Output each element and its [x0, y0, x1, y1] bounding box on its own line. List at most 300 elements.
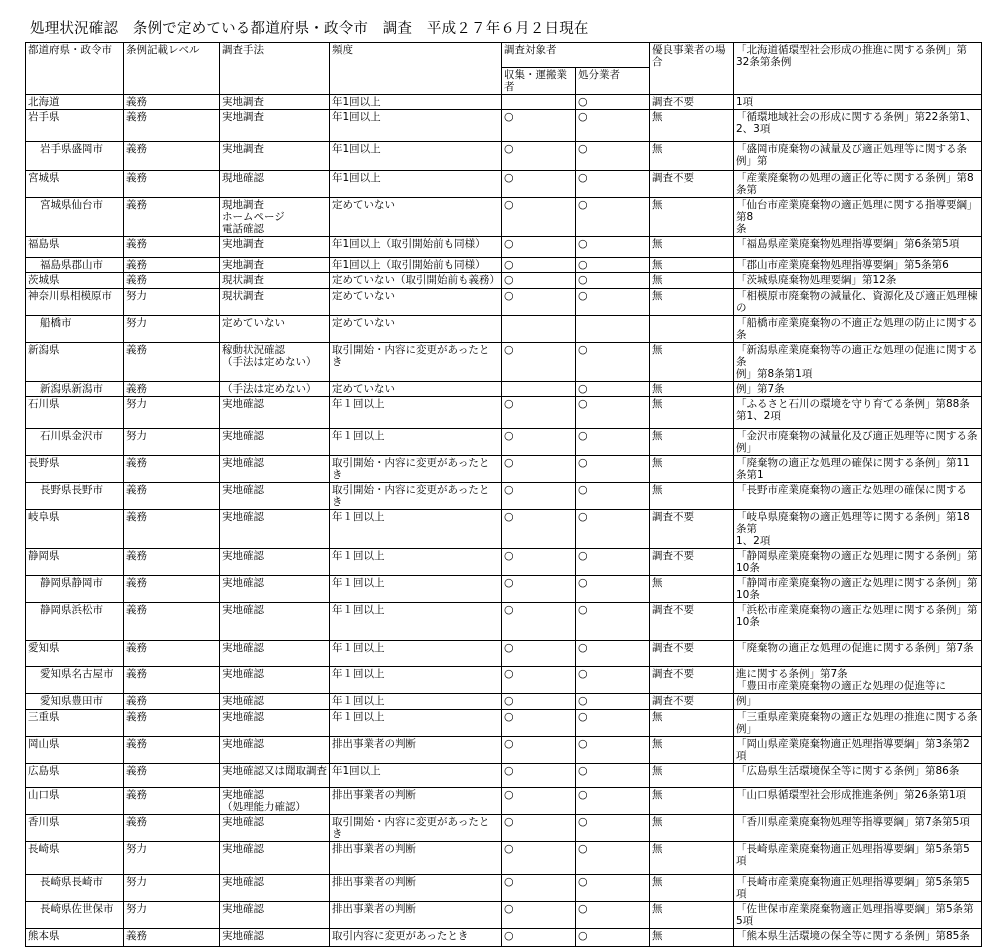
cell-level: 義務 [124, 382, 220, 397]
cell-collector: ○ [502, 667, 576, 694]
table-row [26, 764, 982, 788]
cell-ordinance: 1項 [734, 95, 982, 110]
cell-frequency: 定めていない [330, 198, 502, 237]
cell-collector: ○ [502, 603, 576, 641]
cell-level: 努力 [124, 397, 220, 429]
cell-collector: ○ [502, 576, 576, 603]
cell-collector: ○ [502, 289, 576, 316]
cell-disposer: ○ [576, 902, 650, 929]
cell-method: 実地確認 [220, 429, 330, 456]
cell-frequency: 取引開始・内容に変更があったとき [330, 456, 502, 483]
cell-level: 努力 [124, 289, 220, 316]
cell-ordinance: 「盛岡市廃棄物の減量及び適正処理等に関する条例」第 [734, 142, 982, 171]
cell-pref: 長崎県長崎市 [26, 875, 124, 902]
table-row [26, 815, 982, 842]
cell-ordinance: 「静岡市産業廃棄物の適正な処理に関する条例」第10条 [734, 576, 982, 603]
table-row [26, 929, 982, 947]
table-row [26, 237, 982, 258]
cell-ordinance: 「静岡県産業廃棄物の適正な処理に関する条例」第10条 [734, 549, 982, 576]
cell-disposer: ○ [576, 815, 650, 842]
cell-pref: 新潟県新潟市 [26, 382, 124, 397]
cell-method: 現状調査 [220, 289, 330, 316]
cell-ordinance: 「岡山県産業廃棄物適正処理指導要綱」第3条第2項 [734, 737, 982, 764]
cell-disposer: ○ [576, 258, 650, 273]
cell-excellent: 無 [650, 289, 734, 316]
cell-collector: ○ [502, 764, 576, 788]
table-row [26, 397, 982, 429]
header-level: 条例記載レベル [124, 43, 220, 95]
cell-ordinance: 「船橋市産業廃棄物の不適正な処理の防止に関する条 [734, 316, 982, 343]
cell-excellent: 無 [650, 456, 734, 483]
cell-pref: 熊本県 [26, 929, 124, 947]
cell-ordinance: 「郡山市産業廃棄物処理指導要綱」第5条第6 [734, 258, 982, 273]
cell-method: 実地調査 [220, 95, 330, 110]
cell-excellent: 調査不要 [650, 171, 734, 198]
cell-level: 義務 [124, 815, 220, 842]
table-row [26, 902, 982, 929]
cell-method: 実地確認 [220, 549, 330, 576]
cell-excellent: 無 [650, 815, 734, 842]
cell-ordinance: 「金沢市廃棄物の減量化及び適正処理等に関する条例」 [734, 429, 982, 456]
cell-ordinance: 例」第7条 [734, 382, 982, 397]
cell-collector: ○ [502, 710, 576, 737]
table-row [26, 316, 982, 343]
table-row [26, 95, 982, 110]
cell-method: 実地確認 [220, 603, 330, 641]
cell-excellent: 無 [650, 710, 734, 737]
cell-excellent: 調査不要 [650, 603, 734, 641]
cell-disposer: ○ [576, 603, 650, 641]
cell-method: 現地調査 ホームページ 電話確認 [220, 198, 330, 237]
cell-frequency: 年1回以上 [330, 110, 502, 142]
cell-pref: 長崎県佐世保市 [26, 902, 124, 929]
cell-ordinance: 「岐阜県廃棄物の適正処理等に関する条例」第18条第 1、2項 [734, 510, 982, 549]
cell-level: 義務 [124, 343, 220, 382]
cell-excellent [650, 316, 734, 343]
cell-frequency: 排出事業者の判断 [330, 788, 502, 815]
table-row [26, 875, 982, 902]
cell-pref: 岩手県 [26, 110, 124, 142]
cell-method: 実地調査 [220, 237, 330, 258]
cell-ordinance: 例」 [734, 694, 982, 710]
table-row [26, 710, 982, 737]
cell-excellent: 無 [650, 273, 734, 289]
cell-frequency: 年1回以上 [330, 764, 502, 788]
cell-level: 努力 [124, 316, 220, 343]
cell-disposer: ○ [576, 289, 650, 316]
cell-ordinance: 「仙台市産業廃棄物の適正処理に関する指導要綱」第8 条 [734, 198, 982, 237]
cell-ordinance: 「長崎市産業廃棄物適正処理指導要綱」第5条第5項 [734, 875, 982, 902]
cell-frequency: 取引内容に変更があったとき [330, 929, 502, 947]
cell-collector: ○ [502, 902, 576, 929]
cell-excellent: 無 [650, 142, 734, 171]
cell-excellent: 調査不要 [650, 694, 734, 710]
header-excellent: 優良事業者の場合 [650, 43, 734, 95]
cell-ordinance: 進に関する条例」第7条 「豊田市産業廃棄物の適正な処理の促進等に [734, 667, 982, 694]
cell-frequency: 定めていない [330, 316, 502, 343]
cell-method: 実地確認 [220, 456, 330, 483]
cell-method: 実地調査 [220, 110, 330, 142]
cell-level: 義務 [124, 667, 220, 694]
cell-method: 稼動状況確認 （手法は定めない） [220, 343, 330, 382]
cell-pref: 香川県 [26, 815, 124, 842]
cell-pref: 岐阜県 [26, 510, 124, 549]
cell-frequency: 年1回以上（取引開始前も同様） [330, 237, 502, 258]
cell-frequency: 年１回以上 [330, 510, 502, 549]
cell-pref: 山口県 [26, 788, 124, 815]
cell-method: 実地確認 [220, 710, 330, 737]
header-pref: 都道府県・政令市 [26, 43, 124, 95]
cell-pref: 愛知県名古屋市 [26, 667, 124, 694]
table-row [26, 289, 982, 316]
cell-disposer: ○ [576, 110, 650, 142]
cell-level: 義務 [124, 171, 220, 198]
cell-collector: ○ [502, 456, 576, 483]
cell-method: 実地確認又は聞取調査 [220, 764, 330, 788]
cell-excellent: 無 [650, 429, 734, 456]
cell-collector: ○ [502, 815, 576, 842]
cell-ordinance: 「佐世保市産業廃棄物適正処理指導要綱」第5条第5項 [734, 902, 982, 929]
cell-excellent: 無 [650, 110, 734, 142]
cell-pref: 石川県金沢市 [26, 429, 124, 456]
cell-level: 義務 [124, 788, 220, 815]
cell-disposer [576, 316, 650, 343]
table-row [26, 737, 982, 764]
cell-collector: ○ [502, 510, 576, 549]
cell-pref: 石川県 [26, 397, 124, 429]
cell-ordinance: 「新潟県産業廃棄物等の適正な処理の促進に関する条 例」第8条第1項 [734, 343, 982, 382]
cell-ordinance: 「廃棄物の適正な処理の確保に関する条例」第11条第1 [734, 456, 982, 483]
cell-level: 義務 [124, 483, 220, 510]
cell-excellent: 調査不要 [650, 549, 734, 576]
table-row [26, 456, 982, 483]
cell-excellent: 無 [650, 258, 734, 273]
cell-collector: ○ [502, 842, 576, 875]
table-row [26, 382, 982, 397]
header-target-collector: 収集・運搬業者 [502, 68, 576, 95]
cell-excellent: 無 [650, 875, 734, 902]
cell-method: 実地確認 [220, 875, 330, 902]
table-row [26, 667, 982, 694]
cell-ordinance: 「長崎県産業廃棄物適正処理指導要綱」第5条第5項 [734, 842, 982, 875]
cell-method: 実地確認 [220, 737, 330, 764]
cell-frequency: 定めていない [330, 382, 502, 397]
cell-excellent: 調査不要 [650, 667, 734, 694]
cell-method: 実地確認 [220, 694, 330, 710]
cell-collector: ○ [502, 142, 576, 171]
table-row [26, 429, 982, 456]
cell-pref: 広島県 [26, 764, 124, 788]
cell-excellent: 無 [650, 737, 734, 764]
cell-disposer: ○ [576, 273, 650, 289]
cell-collector: ○ [502, 171, 576, 198]
cell-excellent: 無 [650, 929, 734, 947]
cell-frequency: 年１回以上 [330, 397, 502, 429]
cell-level: 義務 [124, 603, 220, 641]
cell-disposer: ○ [576, 397, 650, 429]
cell-collector: ○ [502, 875, 576, 902]
cell-collector: ○ [502, 737, 576, 764]
cell-disposer: ○ [576, 456, 650, 483]
cell-level: 義務 [124, 694, 220, 710]
cell-collector: ○ [502, 694, 576, 710]
cell-frequency: 排出事業者の判断 [330, 875, 502, 902]
cell-disposer: ○ [576, 382, 650, 397]
cell-level: 義務 [124, 510, 220, 549]
cell-level: 努力 [124, 429, 220, 456]
table-row [26, 142, 982, 171]
header-row [26, 43, 982, 68]
cell-excellent: 無 [650, 397, 734, 429]
cell-frequency: 年１回以上 [330, 576, 502, 603]
cell-frequency: 取引開始・内容に変更があったとき [330, 343, 502, 382]
cell-level: 努力 [124, 902, 220, 929]
cell-method: 実地確認 [220, 842, 330, 875]
cell-collector: ○ [502, 237, 576, 258]
cell-method: 実地確認 [220, 576, 330, 603]
cell-frequency: 年１回以上 [330, 694, 502, 710]
cell-ordinance: 「産業廃棄物の処理の適正化等に関する条例」第8条第 [734, 171, 982, 198]
cell-disposer: ○ [576, 343, 650, 382]
cell-level: 義務 [124, 237, 220, 258]
cell-excellent: 無 [650, 343, 734, 382]
cell-pref: 岡山県 [26, 737, 124, 764]
cell-frequency: 年1回以上（取引開始前も同様） [330, 258, 502, 273]
cell-frequency: 取引開始・内容に変更があったとき [330, 815, 502, 842]
cell-method: 実地確認 [220, 397, 330, 429]
cell-frequency: 排出事業者の判断 [330, 842, 502, 875]
cell-method: 実地調査 [220, 258, 330, 273]
cell-frequency: 年１回以上 [330, 710, 502, 737]
cell-ordinance: 「香川県産業廃棄物処理等指導要綱」第7条第5項 [734, 815, 982, 842]
cell-pref: 福島県郡山市 [26, 258, 124, 273]
cell-frequency: 年１回以上 [330, 603, 502, 641]
cell-level: 義務 [124, 258, 220, 273]
table-row [26, 198, 982, 237]
survey-table [25, 42, 982, 947]
table-row [26, 641, 982, 667]
cell-ordinance: 「相模原市廃棄物の減量化、資源化及び適正処理棟の [734, 289, 982, 316]
cell-collector: ○ [502, 343, 576, 382]
cell-frequency: 排出事業者の判断 [330, 737, 502, 764]
cell-disposer: ○ [576, 764, 650, 788]
cell-collector: ○ [502, 549, 576, 576]
header-method: 調査手法 [220, 43, 330, 95]
cell-collector: ○ [502, 641, 576, 667]
table-row [26, 110, 982, 142]
page-title: 処理状況確認 条例で定めている都道府県・政令市 調査 平成２７年６月２日現在 [30, 21, 589, 37]
cell-collector: ○ [502, 483, 576, 510]
cell-ordinance: 「山口県循環型社会形成推進条例」第26条第1項 [734, 788, 982, 815]
header-target-disposer: 処分業者 [576, 68, 650, 95]
cell-pref: 三重県 [26, 710, 124, 737]
cell-disposer: ○ [576, 667, 650, 694]
cell-ordinance: 「ふるさと石川の環境を守り育てる条例」第88条第1、2項 [734, 397, 982, 429]
cell-frequency: 年１回以上 [330, 429, 502, 456]
cell-pref: 静岡県浜松市 [26, 603, 124, 641]
cell-ordinance: 「茨城県廃棄物処理要綱」第12条 [734, 273, 982, 289]
cell-frequency: 定めていない [330, 289, 502, 316]
cell-excellent: 無 [650, 842, 734, 875]
cell-ordinance: 「熊本県生活環境の保全等に関する条例」第85条 [734, 929, 982, 947]
cell-excellent: 無 [650, 576, 734, 603]
cell-collector [502, 382, 576, 397]
cell-disposer: ○ [576, 788, 650, 815]
cell-level: 義務 [124, 95, 220, 110]
cell-frequency: 取引開始・内容に変更があったとき [330, 483, 502, 510]
cell-level: 努力 [124, 842, 220, 875]
table-row [26, 343, 982, 382]
cell-method: （手法は定めない） [220, 382, 330, 397]
cell-excellent: 無 [650, 382, 734, 397]
table-row [26, 273, 982, 289]
cell-pref: 茨城県 [26, 273, 124, 289]
cell-ordinance: 「三重県産業廃棄物の適正な処理の推進に関する条例」 [734, 710, 982, 737]
cell-method: 実地確認 [220, 815, 330, 842]
cell-collector: ○ [502, 258, 576, 273]
cell-pref: 静岡県 [26, 549, 124, 576]
cell-excellent: 無 [650, 788, 734, 815]
cell-frequency: 年１回以上 [330, 641, 502, 667]
header-frequency: 頻度 [330, 43, 502, 95]
cell-level: 義務 [124, 456, 220, 483]
cell-excellent: 無 [650, 902, 734, 929]
cell-frequency: 年1回以上 [330, 95, 502, 110]
table-row [26, 603, 982, 641]
cell-excellent: 調査不要 [650, 510, 734, 549]
cell-method: 現状調査 [220, 273, 330, 289]
cell-disposer: ○ [576, 483, 650, 510]
cell-excellent: 無 [650, 483, 734, 510]
cell-pref: 長野県 [26, 456, 124, 483]
cell-level: 義務 [124, 764, 220, 788]
header-target: 調査対象者 [502, 43, 650, 68]
cell-disposer: ○ [576, 641, 650, 667]
table-row [26, 842, 982, 875]
cell-level: 義務 [124, 710, 220, 737]
cell-pref: 愛知県 [26, 641, 124, 667]
cell-level: 義務 [124, 737, 220, 764]
cell-level: 義務 [124, 198, 220, 237]
table-row [26, 171, 982, 198]
cell-ordinance: 「広島県生活環境保全等に関する条例」第86条 [734, 764, 982, 788]
cell-ordinance: 「浜松市産業廃棄物の適正な処理に関する条例」第10条 [734, 603, 982, 641]
cell-ordinance: 「長野市産業廃棄物の適正な処理の確保に関する [734, 483, 982, 510]
cell-disposer: ○ [576, 95, 650, 110]
cell-excellent: 無 [650, 764, 734, 788]
cell-pref: 福島県 [26, 237, 124, 258]
cell-frequency: 年1回以上 [330, 142, 502, 171]
cell-level: 義務 [124, 576, 220, 603]
cell-collector: ○ [502, 273, 576, 289]
cell-disposer: ○ [576, 576, 650, 603]
cell-method: 現地確認 [220, 171, 330, 198]
table-row [26, 694, 982, 710]
cell-disposer: ○ [576, 710, 650, 737]
cell-excellent: 調査不要 [650, 641, 734, 667]
cell-pref: 神奈川県相模原市 [26, 289, 124, 316]
cell-disposer: ○ [576, 737, 650, 764]
cell-method: 実地確認 [220, 902, 330, 929]
cell-ordinance: 「廃棄物の適正な処理の促進に関する条例」第7条 [734, 641, 982, 667]
cell-level: 義務 [124, 142, 220, 171]
cell-level: 努力 [124, 875, 220, 902]
table-row [26, 483, 982, 510]
cell-disposer: ○ [576, 929, 650, 947]
cell-ordinance: 「循環地域社会の形成に関する条例」第22条第1、2、3項 [734, 110, 982, 142]
cell-pref: 船橋市 [26, 316, 124, 343]
cell-excellent: 無 [650, 237, 734, 258]
cell-disposer: ○ [576, 142, 650, 171]
cell-pref: 宮城県仙台市 [26, 198, 124, 237]
cell-ordinance: 「福島県産業廃棄物処理指導要綱」第6条第5項 [734, 237, 982, 258]
cell-pref: 愛知県豊田市 [26, 694, 124, 710]
cell-disposer: ○ [576, 549, 650, 576]
cell-disposer: ○ [576, 694, 650, 710]
cell-method: 定めていない [220, 316, 330, 343]
cell-level: 義務 [124, 641, 220, 667]
cell-collector: ○ [502, 788, 576, 815]
cell-method: 実地調査 [220, 142, 330, 171]
cell-collector: ○ [502, 429, 576, 456]
cell-frequency: 年１回以上 [330, 549, 502, 576]
cell-disposer: ○ [576, 875, 650, 902]
cell-frequency: 定めていない（取引開始前も義務） [330, 273, 502, 289]
cell-disposer: ○ [576, 429, 650, 456]
cell-collector: ○ [502, 397, 576, 429]
cell-method: 実地確認 [220, 929, 330, 947]
cell-method: 実地確認 [220, 483, 330, 510]
cell-level: 義務 [124, 549, 220, 576]
table-row [26, 549, 982, 576]
cell-disposer: ○ [576, 842, 650, 875]
cell-pref: 新潟県 [26, 343, 124, 382]
cell-pref: 宮城県 [26, 171, 124, 198]
cell-collector: ○ [502, 110, 576, 142]
cell-excellent: 調査不要 [650, 95, 734, 110]
cell-method: 実地確認 [220, 641, 330, 667]
cell-method: 実地確認 （処理能力確認） [220, 788, 330, 815]
cell-disposer: ○ [576, 510, 650, 549]
cell-collector [502, 316, 576, 343]
cell-method: 実地確認 [220, 667, 330, 694]
cell-frequency: 年１回以上 [330, 667, 502, 694]
table-row [26, 788, 982, 815]
cell-level: 義務 [124, 273, 220, 289]
cell-collector: ○ [502, 198, 576, 237]
cell-method: 実地確認 [220, 510, 330, 549]
cell-disposer: ○ [576, 237, 650, 258]
cell-disposer: ○ [576, 171, 650, 198]
cell-frequency: 排出事業者の判断 [330, 902, 502, 929]
table-row [26, 576, 982, 603]
cell-collector: ○ [502, 929, 576, 947]
cell-disposer: ○ [576, 198, 650, 237]
cell-excellent: 無 [650, 198, 734, 237]
cell-pref: 北海道 [26, 95, 124, 110]
cell-collector [502, 95, 576, 110]
cell-pref: 長崎県 [26, 842, 124, 875]
cell-level: 義務 [124, 110, 220, 142]
table-row [26, 258, 982, 273]
table-row [26, 510, 982, 549]
cell-pref: 静岡県静岡市 [26, 576, 124, 603]
cell-level: 義務 [124, 929, 220, 947]
cell-pref: 岩手県盛岡市 [26, 142, 124, 171]
cell-pref: 長野県長野市 [26, 483, 124, 510]
header-ordinance: 「北海道循環型社会形成の推進に関する条例」第32条第条例 [734, 43, 982, 95]
cell-frequency: 年1回以上 [330, 171, 502, 198]
